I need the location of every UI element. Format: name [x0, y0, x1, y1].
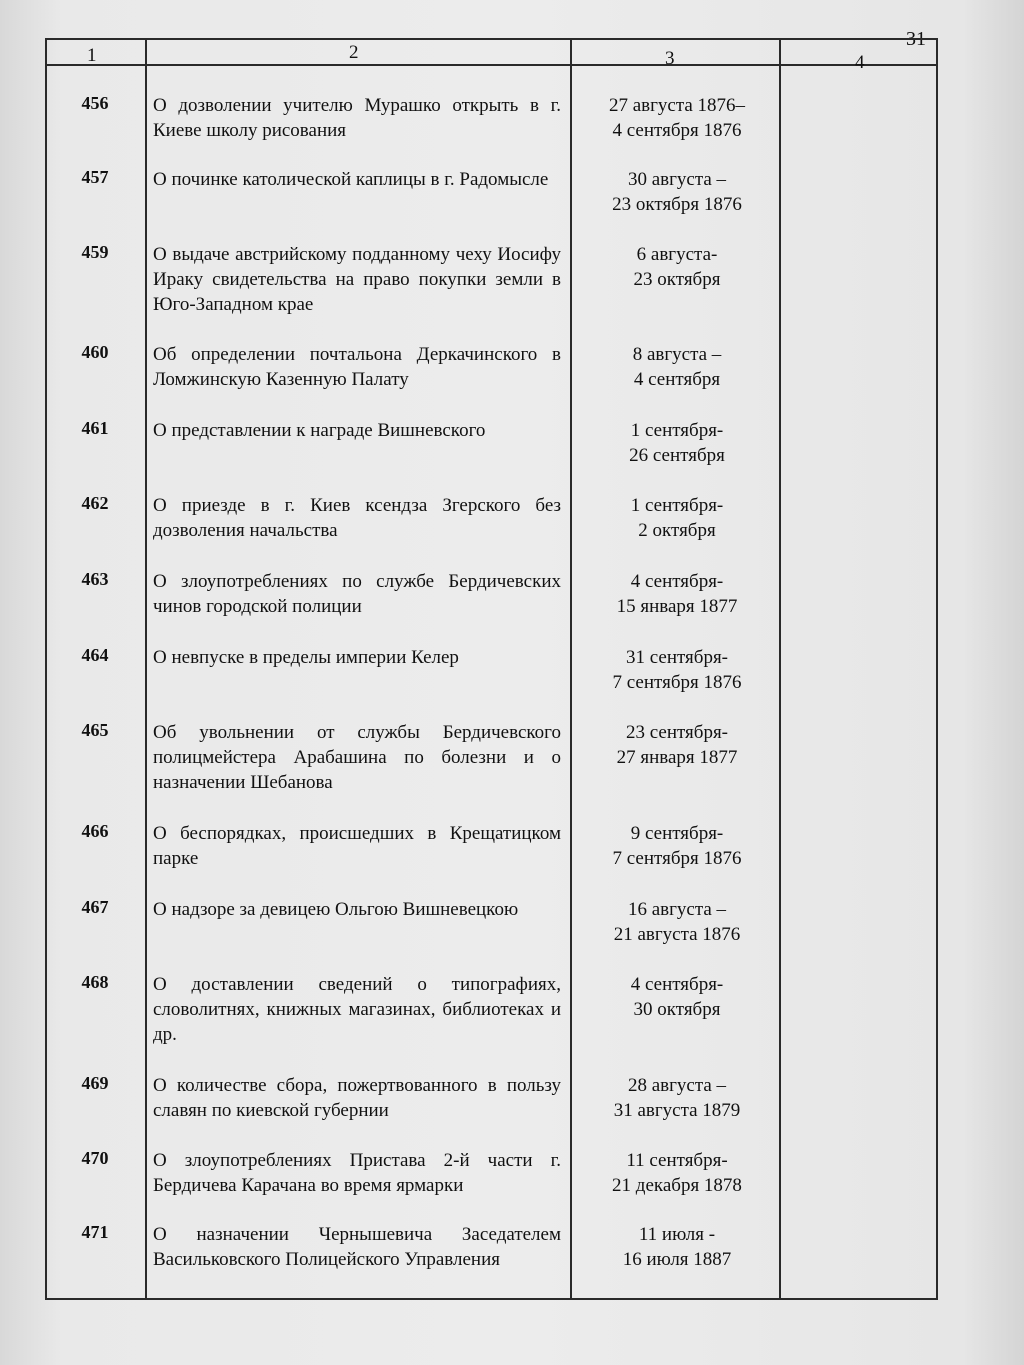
date-from: 6 августа- [636, 244, 718, 265]
record-dates [577, 645, 777, 695]
date-from: 16 августа – [627, 899, 727, 920]
date-to: 21 августа 1876 [613, 924, 741, 945]
date-from: 11 июля - [638, 1224, 716, 1245]
record-number: 470 [81, 1148, 109, 1168]
record-number: 463 [81, 569, 109, 589]
column-divider [570, 40, 572, 1298]
record-number: 459 [81, 242, 109, 262]
record-title: О количестве сбора, пожертвованного в пользу славян по киевской губернии [153, 1075, 561, 1121]
record-number: 462 [81, 493, 109, 513]
record-title: О починке католической каплицы в г. Радомысле [153, 169, 549, 190]
column-header-3: 3 [665, 48, 675, 69]
record-dates [577, 493, 777, 543]
record-dates [577, 1073, 777, 1123]
record-dates [577, 821, 777, 871]
record-number: 465 [81, 720, 109, 740]
date-to: 31 августа 1879 [613, 1100, 741, 1121]
date-from: 1 сентября- [630, 420, 724, 441]
date-to: 26 сентября [629, 445, 725, 466]
record-dates [577, 569, 777, 619]
record-title: О надзоре за девицею Ольгою Вишневецкою [153, 899, 519, 920]
date-to: 16 июля 1887 [622, 1249, 732, 1270]
date-from: 28 августа – [627, 1075, 727, 1096]
date-to: 27 января 1877 [616, 747, 738, 768]
record-number: 464 [81, 645, 109, 665]
record-title: О выдаче австрийскому подданному чеху Иосифу Ираку свидетельства на право покупки земли в Юго-Западном крае [153, 244, 561, 315]
date-to: 30 октября [633, 999, 721, 1020]
record-number: 467 [81, 897, 109, 917]
record-dates [577, 1222, 777, 1272]
column-divider [779, 40, 781, 1298]
record-title: Об определении почтальона Деркачинского в Ломжинскую Казенную Палату [153, 344, 561, 390]
record-number: 456 [81, 93, 109, 113]
date-to: 15 января 1877 [616, 596, 738, 617]
column-header-4: 4 [855, 52, 865, 73]
date-to: 4 сентября 1876 [612, 120, 742, 141]
record-title: О приезде в г. Киев ксендза Згерского без дозволения начальства [153, 495, 561, 541]
date-from: 11 сентября- [626, 1150, 728, 1171]
record-title: О дозволении учителю Мурашко открыть в г. Киеве школу рисования [153, 95, 561, 141]
record-title: О беспорядках, происшедших в Крещатицком парке [153, 823, 561, 869]
record-title: О злоупотреблениях Пристава 2-й части г. Бердичева Карачана во время ярмарки [153, 1150, 561, 1196]
date-to: 4 сентября [633, 369, 721, 390]
record-title: О назначении Чернышевича Заседателем Васильковского Полицейского Управления [153, 1224, 561, 1270]
header-divider [47, 64, 936, 66]
record-number: 469 [81, 1073, 109, 1093]
date-to: 23 октября [633, 269, 721, 290]
record-dates [577, 897, 777, 947]
record-title: Об увольнении от службы Бердичевского полицмейстера Арабашина по болезни и о назначении Шебанова [153, 722, 561, 793]
record-title: О невпуске в пределы империи Келер [153, 647, 459, 668]
column-divider [145, 40, 147, 1298]
column-header-1: 1 [87, 45, 97, 66]
record-dates [577, 242, 777, 292]
date-to: 23 октября 1876 [612, 194, 742, 215]
date-to: 2 октября [638, 520, 716, 541]
record-dates [577, 418, 777, 468]
date-from: 4 сентября- [630, 571, 724, 592]
record-number: 457 [81, 167, 109, 187]
record-dates [577, 972, 777, 1022]
record-title: О представлении к награде Вишневского [153, 420, 486, 441]
date-from: 27 августа 1876– [608, 95, 746, 116]
date-from: 1 сентября- [630, 495, 724, 516]
record-number: 460 [81, 342, 109, 362]
record-dates [577, 167, 777, 217]
record-number: 466 [81, 821, 109, 841]
date-to: 7 сентября 1876 [612, 672, 742, 693]
record-number: 471 [81, 1222, 109, 1242]
record-dates [577, 1148, 777, 1198]
record-dates [577, 93, 777, 143]
column-header-2: 2 [349, 42, 359, 63]
page-number: 31 [906, 28, 926, 50]
date-from: 31 сентября- [625, 647, 729, 668]
record-title: О злоупотреблениях по службе Бердичевских чинов городской полиции [153, 571, 561, 617]
record-title: О доставлении сведений о типографиях, словолитнях, книжных магазинах, библиотеках и др. [153, 974, 561, 1045]
record-dates [577, 342, 777, 392]
date-to: 7 сентября 1876 [612, 848, 742, 869]
date-from: 23 сентября- [625, 722, 729, 743]
date-from: 4 сентября- [630, 974, 724, 995]
date-from: 9 сентября- [630, 823, 724, 844]
date-from: 30 августа – [627, 169, 727, 190]
record-dates [577, 720, 777, 770]
date-from: 8 августа – [632, 344, 722, 365]
date-to: 21 декабря 1878 [612, 1175, 742, 1196]
record-number: 461 [81, 418, 109, 438]
record-number: 468 [81, 972, 109, 992]
archive-table [45, 38, 938, 1300]
